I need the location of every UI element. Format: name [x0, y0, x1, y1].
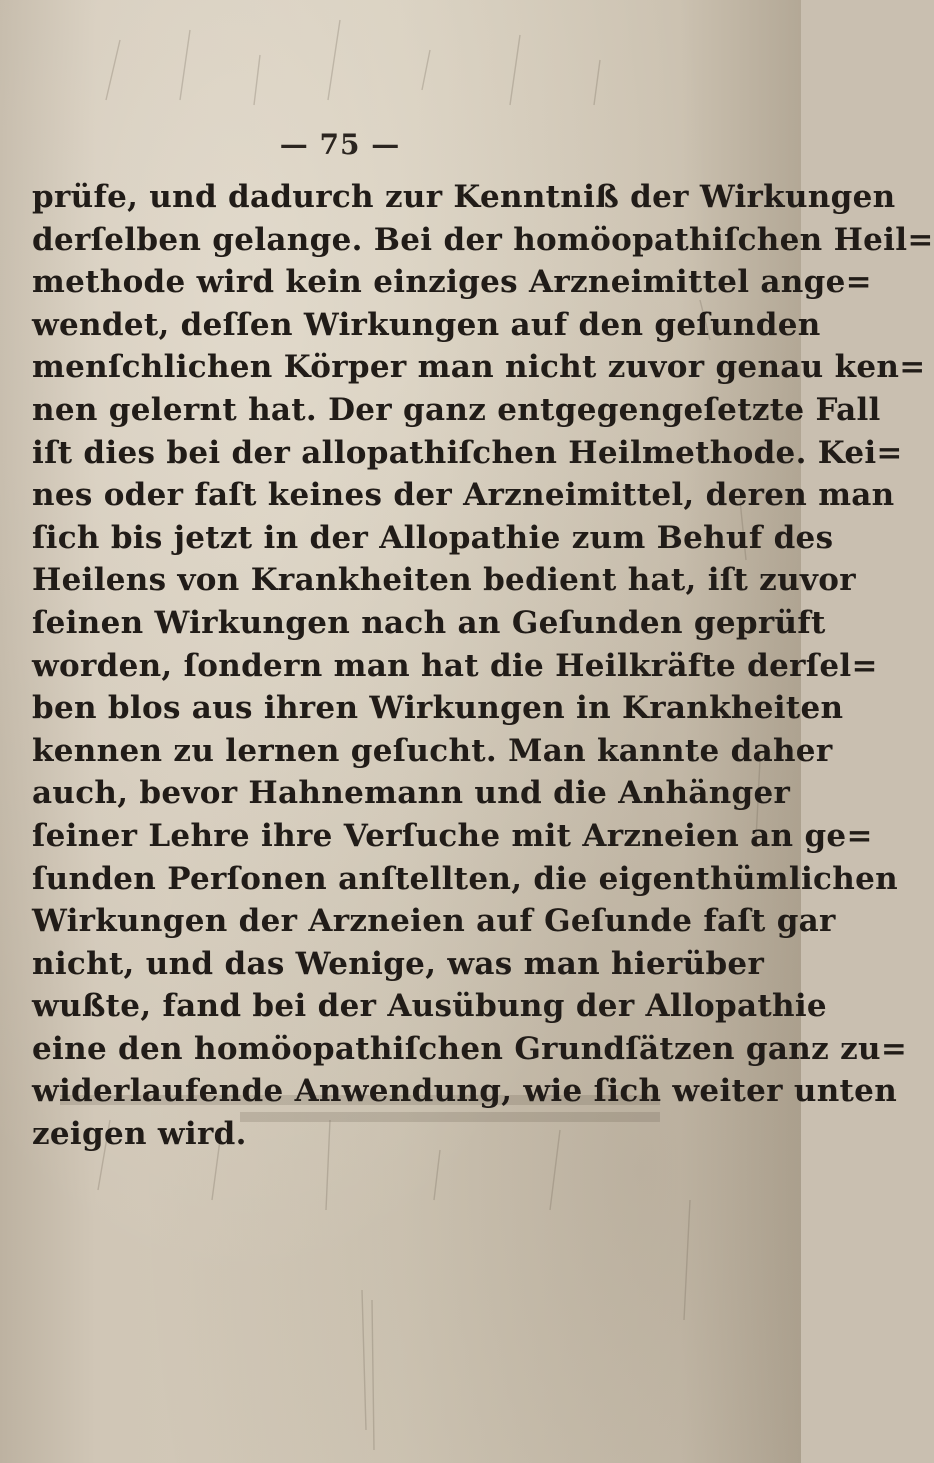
text-line: nes oder faſt keines der Arzneimittel, deren man	[32, 477, 895, 514]
text-line: methode wird kein einziges Arzneimittel ange=	[32, 264, 872, 301]
text-line: menſchlichen Körper man nicht zuvor genau ken=	[32, 349, 926, 386]
text-line: eine den homöopathiſchen Grundſätzen ganz zu=	[32, 1030, 908, 1067]
text-line: kennen zu lernen geſucht. Man kannte daher	[32, 732, 833, 769]
page-number: — 75 —	[279, 128, 401, 161]
text-line: worden, ſondern man hat die Heilkräfte derſel=	[32, 647, 878, 684]
text-line: Wirkungen der Arzneien auf Geſunde faſt gar	[32, 903, 836, 940]
text-line: ſeiner Lehre ihre Verſuche mit Arzneien an ge=	[32, 817, 873, 854]
text-line: ſeinen Wirkungen nach an Geſunden geprüft	[32, 604, 826, 641]
text-line: auch, bevor Hahnemann und die Anhänger	[32, 775, 791, 812]
text-line: nicht, und das Wenige, was man hierüber	[32, 945, 765, 982]
text-line: prüfe, und dadurch zur Kenntniß der Wirkungen	[32, 179, 896, 215]
text-line: nen gelernt hat. Der ganz entgegengeſetzte Fall	[32, 391, 881, 428]
text-line-last: zeigen wird.	[32, 1116, 247, 1153]
text-line: derſelben gelange. Bei der homöopathiſchen Heil=	[32, 221, 934, 258]
text-line: wendet, deſſen Wirkungen auf den geſunden	[32, 306, 821, 343]
text-line: ſich bis jetzt in der Allopathie zum Behuf des	[32, 519, 834, 556]
text-line: widerlaufende Anwendung, wie ſich weiter unten	[32, 1073, 898, 1110]
text-line: iſt dies bei der allopathiſchen Heilmethode. Kei=	[32, 434, 903, 471]
text-line: ſunden Perſonen anſtellten, die eigenthümlichen	[32, 860, 898, 897]
text-line: wußte, fand bei der Ausübung der Allopathie	[32, 988, 827, 1025]
text-line: ben blos aus ihren Wirkungen in Krankheiten	[32, 690, 844, 727]
text-line: Heilens von Krankheiten bedient hat, iſt zuvor	[32, 562, 856, 599]
body-text	[32, 176, 934, 1156]
